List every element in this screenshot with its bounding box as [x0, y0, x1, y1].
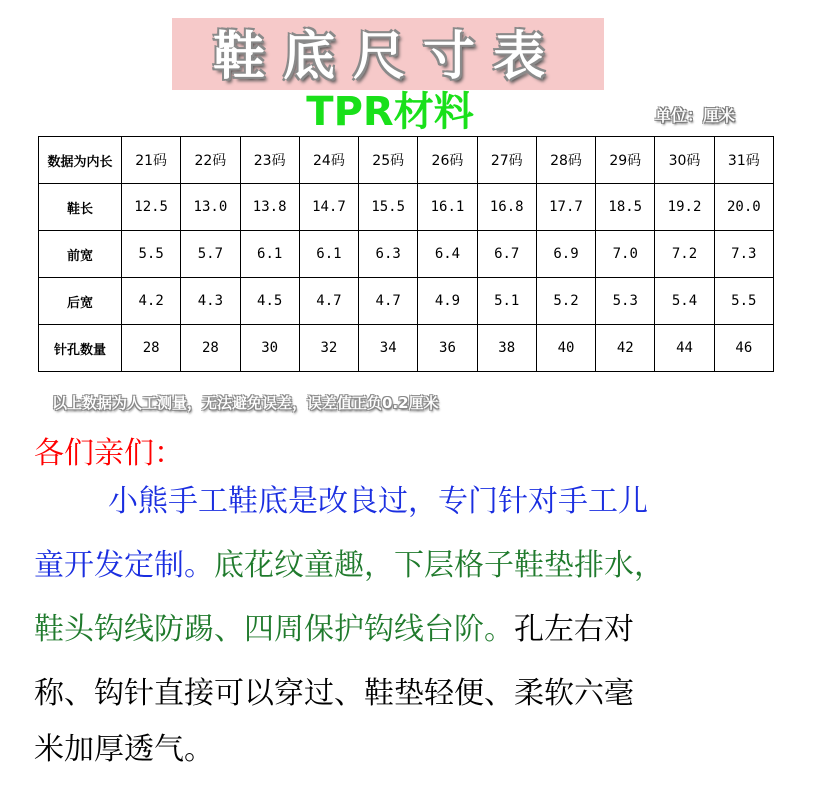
table-header-label: 数据为内长	[39, 137, 122, 184]
table-row	[39, 278, 774, 325]
table-cell: 6.1	[240, 231, 299, 278]
table-cell: 4.5	[240, 278, 299, 325]
table-cell: 36	[418, 325, 477, 372]
table-cell: 5.7	[181, 231, 240, 278]
table-cell: 32	[299, 325, 358, 372]
table-cell: 30	[240, 325, 299, 372]
table-row	[39, 184, 774, 231]
unit-label: 单位：厘米	[655, 106, 736, 125]
size-header: 30码	[655, 137, 714, 184]
table-row	[39, 231, 774, 278]
measurement-note: 以上数据为人工测量，无法避免误差，误差值正负0.2厘米	[52, 394, 439, 412]
table-cell: 4.2	[122, 278, 181, 325]
material-label: TPR材料	[306, 89, 474, 135]
table-cell: 28	[181, 325, 240, 372]
table-cell: 16.8	[477, 184, 536, 231]
description-text-blue: 童开发定制。	[34, 548, 214, 583]
size-header: 25码	[359, 137, 418, 184]
table-cell: 44	[655, 325, 714, 372]
table-cell: 42	[596, 325, 655, 372]
description-line-3	[34, 602, 634, 658]
table-cell: 4.7	[359, 278, 418, 325]
size-header: 29码	[596, 137, 655, 184]
table-cell: 20.0	[714, 184, 773, 231]
row-label: 前宽	[39, 231, 122, 278]
table-cell: 4.9	[418, 278, 477, 325]
table-cell: 5.5	[714, 278, 773, 325]
row-label: 后宽	[39, 278, 122, 325]
table-cell: 5.2	[536, 278, 595, 325]
description-line-1	[108, 474, 648, 530]
description-line-2	[34, 538, 664, 594]
size-header: 31码	[714, 137, 773, 184]
table-cell: 7.2	[655, 231, 714, 278]
table-cell: 6.1	[299, 231, 358, 278]
table-cell: 17.7	[536, 184, 595, 231]
size-header: 28码	[536, 137, 595, 184]
size-header: 22码	[181, 137, 240, 184]
table-cell: 38	[477, 325, 536, 372]
description-text-green: 鞋头钩线防踢、四周保护钩线台阶。	[34, 612, 514, 647]
row-label: 针孔数量	[39, 325, 122, 372]
size-header: 26码	[418, 137, 477, 184]
table-cell: 46	[714, 325, 773, 372]
table-cell: 5.3	[596, 278, 655, 325]
size-table	[38, 136, 774, 372]
table-cell: 6.7	[477, 231, 536, 278]
table-cell: 40	[536, 325, 595, 372]
table-cell: 16.1	[418, 184, 477, 231]
greeting: 各们亲们：	[34, 436, 184, 471]
table-cell: 12.5	[122, 184, 181, 231]
table-header-row	[39, 137, 774, 184]
table-cell: 6.9	[536, 231, 595, 278]
table-cell: 7.3	[714, 231, 773, 278]
table-cell: 6.3	[359, 231, 418, 278]
size-header: 21码	[122, 137, 181, 184]
size-header: 27码	[477, 137, 536, 184]
table-cell: 15.5	[359, 184, 418, 231]
description-text-blue: 小熊手工鞋底是改良过，专门针对手工儿	[108, 484, 648, 519]
table-cell: 5.1	[477, 278, 536, 325]
description-line-5: 米加厚透气。	[34, 732, 214, 767]
table-cell: 28	[122, 325, 181, 372]
table-cell: 6.4	[418, 231, 477, 278]
table-cell: 13.8	[240, 184, 299, 231]
size-header: 24码	[299, 137, 358, 184]
row-label: 鞋长	[39, 184, 122, 231]
table-cell: 14.7	[299, 184, 358, 231]
size-header: 23码	[240, 137, 299, 184]
table-cell: 4.3	[181, 278, 240, 325]
table-cell: 34	[359, 325, 418, 372]
table-cell: 7.0	[596, 231, 655, 278]
table-cell: 5.5	[122, 231, 181, 278]
description-text-green: 底花纹童趣，下层格子鞋垫排水，	[214, 548, 664, 583]
table-cell: 19.2	[655, 184, 714, 231]
table-cell: 18.5	[596, 184, 655, 231]
table-cell: 13.0	[181, 184, 240, 231]
table-cell: 4.7	[299, 278, 358, 325]
description-line-4: 称、钩针直接可以穿过、鞋垫轻便、柔软六毫	[34, 676, 634, 711]
page-title: 鞋底尺寸表	[212, 26, 563, 87]
description-text-black: 孔左右对	[514, 612, 634, 647]
table-row	[39, 325, 774, 372]
table-cell: 5.4	[655, 278, 714, 325]
